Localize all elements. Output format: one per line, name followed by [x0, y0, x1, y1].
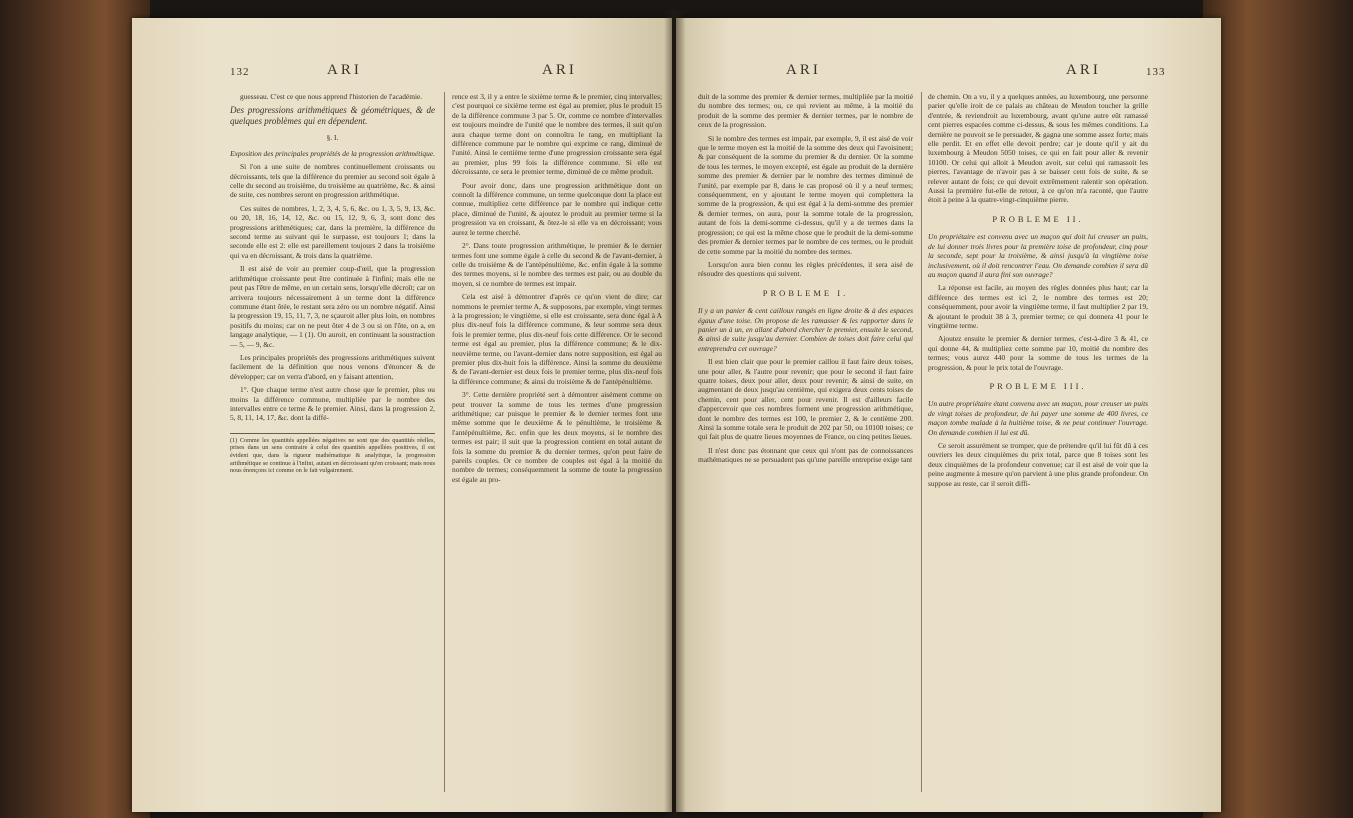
paragraph: Cela est aisé à démontrer d'après ce qu'on vient de dire; car nommons le premier terme A, & supposons, par exemple, vingt termes à la progression; le vingtième, si elle est croissante, sera donc égal à A plus dix-neuf fois la différence commune, & leur somme sera deux fois le premier terme, plus dix-neuf fois cette différence. Or le second terme est égal au premier, plus la différence commune; & le dix-neuvième terme, ou l'avant-dernier dans notre supposition, est égal au premier plus dix-huit fois la différence. Ainsi la somme du deuxième & de l'avant-dernier est deux fois le premier terme, plus dix-neuf fois la différence commune; & ainsi du troisième & de l'antépénultième.	[452, 292, 662, 386]
paragraph: 2°. Dans toute progression arithmétique, le premier & le dernier termes font une somme égale à celle du second & de l'avant-dernier, à celle du troisième & de l'antépénultième, &c. enfin égale à la somme des termes moyens, si le nombre des termes est pair, ou au double du moyen, si ce nombre de termes est impair.	[452, 241, 662, 288]
paragraph: Il est aisé de voir au premier coup-d'œil, que la progression arithmétique croissante peut être continuée à l'infini; mais elle ne peut pas l'être de même, en un certain sens, lorsqu'elle décroît; car on arrivera toujours nécessairement à un terme dont la différence commune étant ôtée, le restant sera zéro ou un nombre négatif. Ainsi la progression 19, 15, 11, 7, 3, ne sçauroit aller plus loin, en nombres positifs du moins; car on ne peut ôter 4 de 3 ou si on l'ôte, on a, en langage analytique, — 1 (1). On auroit, en continuant la soustraction — 5, — 9, &c.	[230, 264, 435, 349]
section-subtitle: Exposition des principales propriétés de la progression arithmétique.	[230, 148, 435, 158]
paragraph: Il est bien clair que pour le premier caillou il faut faire deux toises, une pour aller, & l'autre pour revenir; que pour le second il faut faire quatre toises, deux pour aller, deux pour revenir; & ainsi de suite, en augmentant de deux jusqu'au centième, qui exigera deux cents toises de chemin, cent pour aller, cent pour revenir. Il est d'ailleurs facile d'appercevoir que ces nombres forment une progression arithmétique, dont le nombre des termes est 100, le premier 2, & le centième 200. Ainsi la somme totale sera le produit de 202 par 50, ou 10100 toises; ce qui fait plus de quatre lieues moyennes de France, ou cinq petites lieues.	[698, 357, 913, 442]
paragraph: Si le nombre des termes est impair, par exemple, 9, il est aisé de voir que le terme moyen est la moitié de la somme des deux qui l'avoisinent; & par conséquent de la somme du premier & du dernier. Or la somme de tous les termes, le moyen excepté, est égale au produit de la dernière somme des premier & dernier par le nombre des termes diminué de l'unité, par exemple par 8, dans le cas proposé où il y a neuf termes; conséquemment, en y ajoutant le terme moyen qui complettera la somme de la progression, & qui est égal à la demi-somme des premier & dernier termes, on aura, pour la somme totale de la progression, autant de fois la demi-somme ci-dessus, qu'il y a de termes dans la progression; ce qui est la même chose que le produit de la demi-somme des premier & dernier termes par le nombre de ces termes, ou le produit de cette somme par la moitié du nombre des termes.	[698, 133, 913, 256]
running-header: ARI	[1066, 62, 1101, 78]
running-header: ARI	[786, 62, 821, 78]
paragraph: Pour avoir donc, dans une progression arithmétique dont on connoît la différence commune, un terme quelconque dont la place est connue, multipliez cette différence par le nombre qui indique cette place, diminué de l'unité, & ajoutez le produit au premier terme si la progression va en croissant, & ôtez-le si elle va en décroissant; vous aurez le terme cherché.	[452, 180, 662, 237]
problem-statement: Il y a un panier & cent cailloux rangés en ligne droite & à des espaces égaux d'une toise. On propose de les ramasser & les rapporter dans le panier un à un, en allant d'abord chercher le premier, ensuite le second, & ainsi de suite jusqu'au dernier. Combien de toises doit faire celui qui entreprendra cet ouvrage?	[698, 306, 913, 353]
problem-statement: Un propriétaire est convenu avec un maçon qui doit lui creuser un puits, de lui donner trois livres pour la première toise de profondeur, cinq pour la seconde, sept pour la troisième, & ainsi jusqu'à la vingtième toise inclusivement, où il doit rencontrer l'eau. On demande combien il sera dû au maçon quand il aura fini son ouvrage?	[928, 232, 1148, 279]
problem-title: PROBLEME II.	[992, 213, 1084, 224]
right-column-2	[928, 92, 1148, 492]
paragraph: Ajoutez ensuite le premier & dernier termes, c'est-à-dire 3 & 41, ce qui donne 44, & multipliez cette somme par 10, moitié du nombre des termes; vous aurez 440 pour la somme de tous les termes de la progression, & pour le prix total de l'ouvrage.	[928, 334, 1148, 372]
book-cover-left	[0, 0, 150, 818]
paragraph: Ce seroit assurément se tromper, que de prétendre qu'il lui fût dû à ces ouvriers les deux cinquièmes du prix total, parce que 8 toises sont les deux cinquièmes de la profondeur convenue; car il est aisé de voir que la peine augmente à mesure qu'on parvient à une plus grande profondeur. On suppose au reste, car il seroit diffi-	[928, 441, 1148, 488]
right-column-1	[698, 92, 913, 469]
column-rule	[921, 92, 922, 792]
right-page	[676, 18, 1221, 812]
problem-title: PROBLEME III.	[989, 380, 1087, 391]
paragraph: Il n'est donc pas étonnant que ceux qui n'ont pas de connoissances mathématiques ne se persuadent pas qu'une pareille entreprise exige tant	[698, 445, 913, 465]
paragraph: La réponse est facile, au moyen des règles données plus haut; car la différence des termes est ici 2, le nombre des termes est 20; conséquemment, pour avoir la vingtième terme, il faut multiplier 2 par 19, & ajoutant le produit 38 à 3, premier terme; ce qui donnera 41 pour le vingtième terme.	[928, 283, 1148, 330]
running-header: ARI	[542, 62, 577, 78]
section-number: §. I.	[326, 133, 339, 143]
paragraph: duit de la somme des premier & dernier termes, multipliée par la moitié du nombre des termes; ou, ce qui revient au même, à la moitié du produit de la somme des premier & dernier termes, par le nombre de ceux de la progression.	[698, 92, 913, 130]
book-cover-right	[1203, 0, 1353, 818]
page-number: 133	[1146, 66, 1166, 78]
paragraph: guesseau. C'est ce que nous apprend l'historien de l'académie.	[240, 92, 423, 101]
problem-title: PROBLEME I.	[762, 287, 849, 298]
page-number: 132	[230, 66, 250, 78]
paragraph: 1°. Que chaque terme n'est autre chose que le premier, plus ou moins la différence commune, multipliée par le nombre des intervalles entre ce terme & le premier. Ainsi, dans la progression 2, 5, 8, 11, 14, 17, &c. dont la diffé-	[230, 385, 435, 423]
left-column-2	[452, 92, 662, 488]
column-rule	[444, 92, 445, 792]
paragraph: Les principales propriétés des progressions arithmétiques suivent facilement de la définition que nous venons d'énoncer & de développer; car on verra d'abord, en y faisant attention,	[230, 352, 435, 381]
book-gutter	[664, 10, 686, 818]
problem-statement: Un autre propriétaire étant convenu avec un maçon, pour creuser un puits de vingt toises de profondeur, de lui payer une somme de 400 livres, ce maçon tombe malade à la huitième toise, & ne peut continuer l'ouvrage. On demande combien il lui est dû.	[928, 399, 1148, 437]
paragraph: rence est 3, il y a entre le sixième terme & le premier, cinq intervalles; c'est pourquoi ce sixième terme est égal au premier, plus le produit 15 de la différence commune 3 par 5. Or, comme ce nombre d'intervalles est toujours moindre de l'unité que le nombre des termes, il suit qu'on aura chaque terme dont on connoîtra le rang, en multipliant la différence commune par le nombre qui exprime ce rang, diminué de l'unité. Ainsi le centième terme d'une progression croissante sera égal au premier, plus 99 fois la différence commune. Si elle est décroissante, ce sera le premier terme, diminué de ce même produit.	[452, 92, 662, 177]
paragraph: Si l'on a une suite de nombres continuellement croissants ou décroissants, tels que la différence du premier au second soit égale à celle du second au troisième, du troisième au quatrième, &c. & ainsi de suite, ces nombres seront en progression arithmétique.	[230, 162, 435, 200]
running-header: ARI	[327, 62, 362, 78]
left-column-1	[230, 92, 435, 475]
paragraph: de chemin. On a vu, il y a quelques années, au luxembourg, une personne parier qu'elle iroit de ce palais au château de Meudon toucher la grille d'entrée, & reviendroit au luxembourg, avant qu'une autre eût ramassé cent pierres espacées comme ci-dessus, & sous les mêmes conditions. La dernière ne pouvoit se le persuader, & gagna une somme assez forte; mais elle perdit. Et en effet elle devoit perdre; car je doute qu'il y ait du luxembourg à Meudon 5050 toises, ce qui en fait pour aller & revenir 10100. Or celui qui alloit à Meudon avoit, sur celui qui ramassoit les pierres, l'avantage de n'avoir pas à se baisser cent fois de suite, & se relever autant de fois; ce qui devoit extrêmement ralentir son opération. Aussi la première fut-elle de retour, à ce qu'on m'a raconté, que l'autre étoit à peine à la quatre-vingt-cinquième pierre.	[928, 92, 1148, 205]
left-page	[132, 18, 672, 812]
section-title: Des progressions arithmétiques & géométriques, & de quelques problèmes qui en dépendent.	[230, 105, 435, 127]
footnote: (1) Comme les quantités appellées négatives ne sont que des quantités réelles, prises dans un sens contraire à celui des quantités appellées positives, il est évident que, dans la rigueur mathématique & analytique, la progression arithmétique se continue à l'infini, autant en décroissant qu'en croissant; mais nous nous énonçons ici comme on le fait vulgairement.	[230, 433, 435, 475]
paragraph: 3°. Cette dernière propriété sert à démontrer aisément comme on peut trouver la somme de tous les termes d'une progression arithmétique; car puisque le premier & le dernier termes font une même somme que le deuxième & le pénultième, le troisième & l'antépénultième, &c. enfin que les deux moyens, si le nombre des termes est pair; il suit que la progression contient en total autant de fois la somme du premier & du dernier termes, qu'on peut faire de pareils couples. Or ce nombre de couples est égal à la moitié du nombre de termes; conséquemment la somme de toute la progression est égale au pro-	[452, 390, 662, 484]
paragraph: Ces suites de nombres, 1, 2, 3, 4, 5, 6, &c. ou 1, 3, 5, 9, 13, &c. ou 20, 18, 16, 14, 12, &c. ou 15, 12, 9, 6, 3, sont donc des progressions arithmétiques; car, dans la première, la différence du second terme au suivant qui le surpasse, est toujours 1; dans la seconde elle est 2: elle est pareillement toujours 2 dans la troisième qui va en décroissant, & trois dans la quatrième.	[230, 203, 435, 260]
paragraph: Lorsqu'on aura bien connu les règles précédentes, il sera aisé de résoudre des questions qui suivent.	[698, 259, 913, 279]
